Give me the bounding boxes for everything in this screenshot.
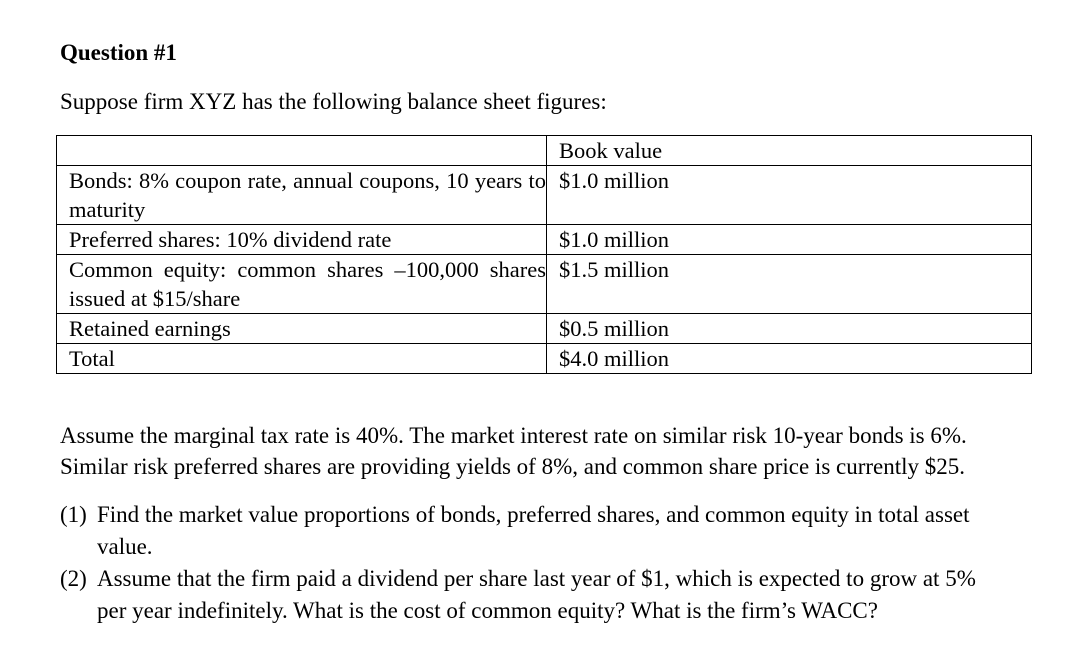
row-value-total: $4.0 million [547,344,1032,374]
part-2-number: (2) [60,566,87,591]
part-2-line-2: per year indefinitely. What is the cost of common equity? What is the firm’s WACC? [97,598,878,623]
table-row [57,225,1032,255]
part-2-text [97,563,976,627]
row-value-bonds: $1.0 million [547,166,1032,225]
table-row [57,255,1032,314]
table-header-book-value: Book value [547,136,1032,166]
assumptions-line-1: Assume the marginal tax rate is 40%. The market interest rate on similar risk 10-year bonds is 6%. [60,423,967,448]
table-header-item [57,136,547,166]
part-2-line-1: Assume that the firm paid a dividend per share last year of $1, which is expected to grow at 5% [97,566,976,591]
row-item-common-equity: Common equity: common shares –100,000 shares issued at $15/share [57,255,547,314]
row-value-common-equity: $1.5 million [547,255,1032,314]
row-item-bonds: Bonds: 8% coupon rate, annual coupons, 10 years to maturity [57,166,547,225]
row-value-retained-earnings: $0.5 million [547,314,1032,344]
question-intro: Suppose firm XYZ has the following balance sheet figures: [60,89,607,114]
assumptions-paragraph [60,420,1040,482]
table-row-total [57,344,1032,374]
row-item-preferred: Preferred shares: 10% dividend rate [57,225,547,255]
part-1-line-2: value. [97,534,153,559]
table-row [57,166,1032,225]
assumptions-line-2: Similar risk preferred shares are providing yields of 8%, and common share price is currently $25. [60,454,966,479]
balance-sheet-table [56,135,1032,374]
row-item-retained-earnings: Retained earnings [57,314,547,344]
table-row [57,314,1032,344]
row-item-total: Total [57,344,547,374]
row-value-preferred: $1.0 million [547,225,1032,255]
question-heading: Question #1 [60,40,177,65]
part-1-number: (1) [60,502,87,527]
table-header-row [57,136,1032,166]
part-1-line-1: Find the market value proportions of bonds, preferred shares, and common equity in total asset [97,502,970,527]
part-1-text [97,499,970,563]
